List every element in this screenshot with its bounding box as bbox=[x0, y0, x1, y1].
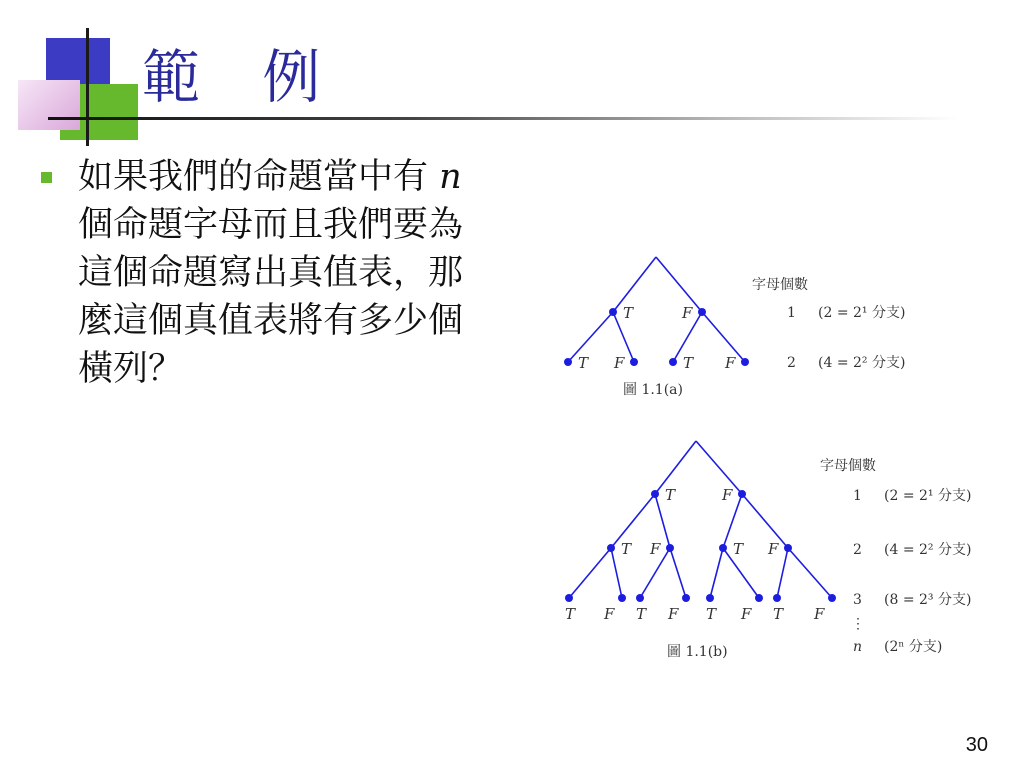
tree-b-edge-l1-1 bbox=[696, 441, 742, 494]
tree-b-node-l3-0 bbox=[565, 594, 573, 602]
tree-b-edge-l3-7 bbox=[788, 548, 832, 598]
tree-a-level1-formula: (2 = 2¹ 分支) bbox=[818, 305, 906, 321]
tree-b-label-l3-5: F bbox=[741, 605, 752, 623]
tree-a-level2-count: 2 bbox=[787, 355, 796, 371]
tree-b-label-l1-0: T bbox=[665, 486, 676, 504]
tree-b-node-l3-7 bbox=[828, 594, 836, 602]
tree-b-label-l3-2: T bbox=[636, 605, 647, 623]
tree-b-label-l3-7: F bbox=[814, 605, 825, 623]
tree-b-label-l2-0: T bbox=[621, 540, 632, 558]
tree-a-label-l2-1: F bbox=[614, 354, 625, 372]
tree-b-edge-l3-6 bbox=[777, 548, 788, 598]
bullet-variable-n: n bbox=[439, 157, 462, 197]
slide-title: 範 例 bbox=[142, 43, 343, 111]
tree-b-node-l1-1 bbox=[738, 490, 746, 498]
tree-b-node-l2-0 bbox=[607, 544, 615, 552]
tree-b-edge-l1-0 bbox=[655, 441, 696, 494]
tree-a-label-l1-0: T bbox=[623, 304, 634, 322]
tree-b-level3-count: 3 bbox=[853, 592, 862, 608]
tree-a-label-l1-1: F bbox=[682, 304, 693, 322]
tree-a-node-l1-1 bbox=[698, 308, 706, 316]
tree-b-header: 字母個數 bbox=[820, 458, 876, 474]
tree-a-label-l2-0: T bbox=[578, 354, 589, 372]
bullet-line-3: 這個命題寫出真值表，那 bbox=[78, 253, 464, 293]
tree-b-node-l1-0 bbox=[651, 490, 659, 498]
tree-b-label-l3-1: F bbox=[604, 605, 615, 623]
tree-a-edge-l1-0 bbox=[613, 257, 656, 312]
tree-b-leveln-count: n bbox=[853, 639, 863, 655]
tree-b-label-l3-6: T bbox=[773, 605, 784, 623]
tree-a-edge-l1-1 bbox=[656, 257, 702, 312]
bullet-line-1: 如果我們的命題當中有 bbox=[78, 157, 429, 197]
tree-b-label-l2-2: T bbox=[733, 540, 744, 558]
tree-a-labels bbox=[623, 276, 905, 398]
tree-b-node-l3-4 bbox=[706, 594, 714, 602]
tree-b-labels bbox=[667, 457, 971, 660]
bullet-line-4: 麼這個真值表將有多少個 bbox=[78, 301, 464, 341]
tree-a-node-l2-0 bbox=[564, 358, 572, 366]
tree-a-level1-count: 1 bbox=[787, 305, 796, 321]
tree-a-edge-l2-0 bbox=[568, 312, 613, 362]
tree-b-level1-count: 1 bbox=[853, 488, 862, 504]
tree-b-node-l2-2 bbox=[719, 544, 727, 552]
tree-a-node-l1-0 bbox=[609, 308, 617, 316]
tree-a-label-l2-2: T bbox=[683, 354, 694, 372]
tree-b-label-l3-4: T bbox=[706, 605, 717, 623]
tree-a-level2-formula: (4 = 2² 分支) bbox=[818, 355, 906, 371]
tree-a-node-l2-3 bbox=[741, 358, 749, 366]
tree-b-label-l2-1: F bbox=[650, 540, 661, 558]
page-number: 30 bbox=[965, 734, 988, 756]
tree-b-level3-formula: (8 = 2³ 分支) bbox=[884, 592, 972, 608]
tree-b-leveln-formula: (2ⁿ 分支) bbox=[884, 639, 943, 655]
tree-a-caption: 圖 1.1(a) bbox=[623, 382, 683, 398]
tree-a-edge-l2-3 bbox=[702, 312, 745, 362]
tree-a-header: 字母個數 bbox=[752, 277, 808, 293]
tree-b-vdots: ⋮ bbox=[851, 616, 865, 632]
tree-b-edge-l3-4 bbox=[710, 548, 723, 598]
tree-b-edge-l2-0 bbox=[611, 494, 655, 548]
tree-a-label-l2-3: F bbox=[725, 354, 736, 372]
tree-diagram-b bbox=[565, 441, 836, 623]
tree-b-node-l2-3 bbox=[784, 544, 792, 552]
tree-b-node-l3-3 bbox=[682, 594, 690, 602]
tree-a-node-l2-2 bbox=[669, 358, 677, 366]
tree-b-caption: 圖 1.1(b) bbox=[667, 644, 728, 660]
tree-b-edge-l3-0 bbox=[569, 548, 611, 598]
tree-b-edge-l2-3 bbox=[742, 494, 788, 548]
tree-b-level1-formula: (2 = 2¹ 分支) bbox=[884, 488, 972, 504]
bullet-line-2: 個命題字母而且我們要為 bbox=[78, 205, 464, 245]
tree-b-node-l3-5 bbox=[755, 594, 763, 602]
tree-diagram-a bbox=[564, 257, 749, 372]
tree-b-node-l2-1 bbox=[666, 544, 674, 552]
tree-b-edge-l3-3 bbox=[670, 548, 686, 598]
tree-b-label-l2-3: F bbox=[768, 540, 779, 558]
tree-b-label-l3-0: T bbox=[565, 605, 576, 623]
tree-b-label-l3-3: F bbox=[668, 605, 679, 623]
bullet-line-5: 橫列？ bbox=[78, 349, 184, 389]
tree-b-level2-count: 2 bbox=[853, 542, 862, 558]
tree-b-node-l3-2 bbox=[636, 594, 644, 602]
tree-b-label-l1-1: F bbox=[722, 486, 733, 504]
tree-b-level2-formula: (4 = 2² 分支) bbox=[884, 542, 972, 558]
tree-a-node-l2-1 bbox=[630, 358, 638, 366]
tree-b-node-l3-6 bbox=[773, 594, 781, 602]
tree-b-node-l3-1 bbox=[618, 594, 626, 602]
